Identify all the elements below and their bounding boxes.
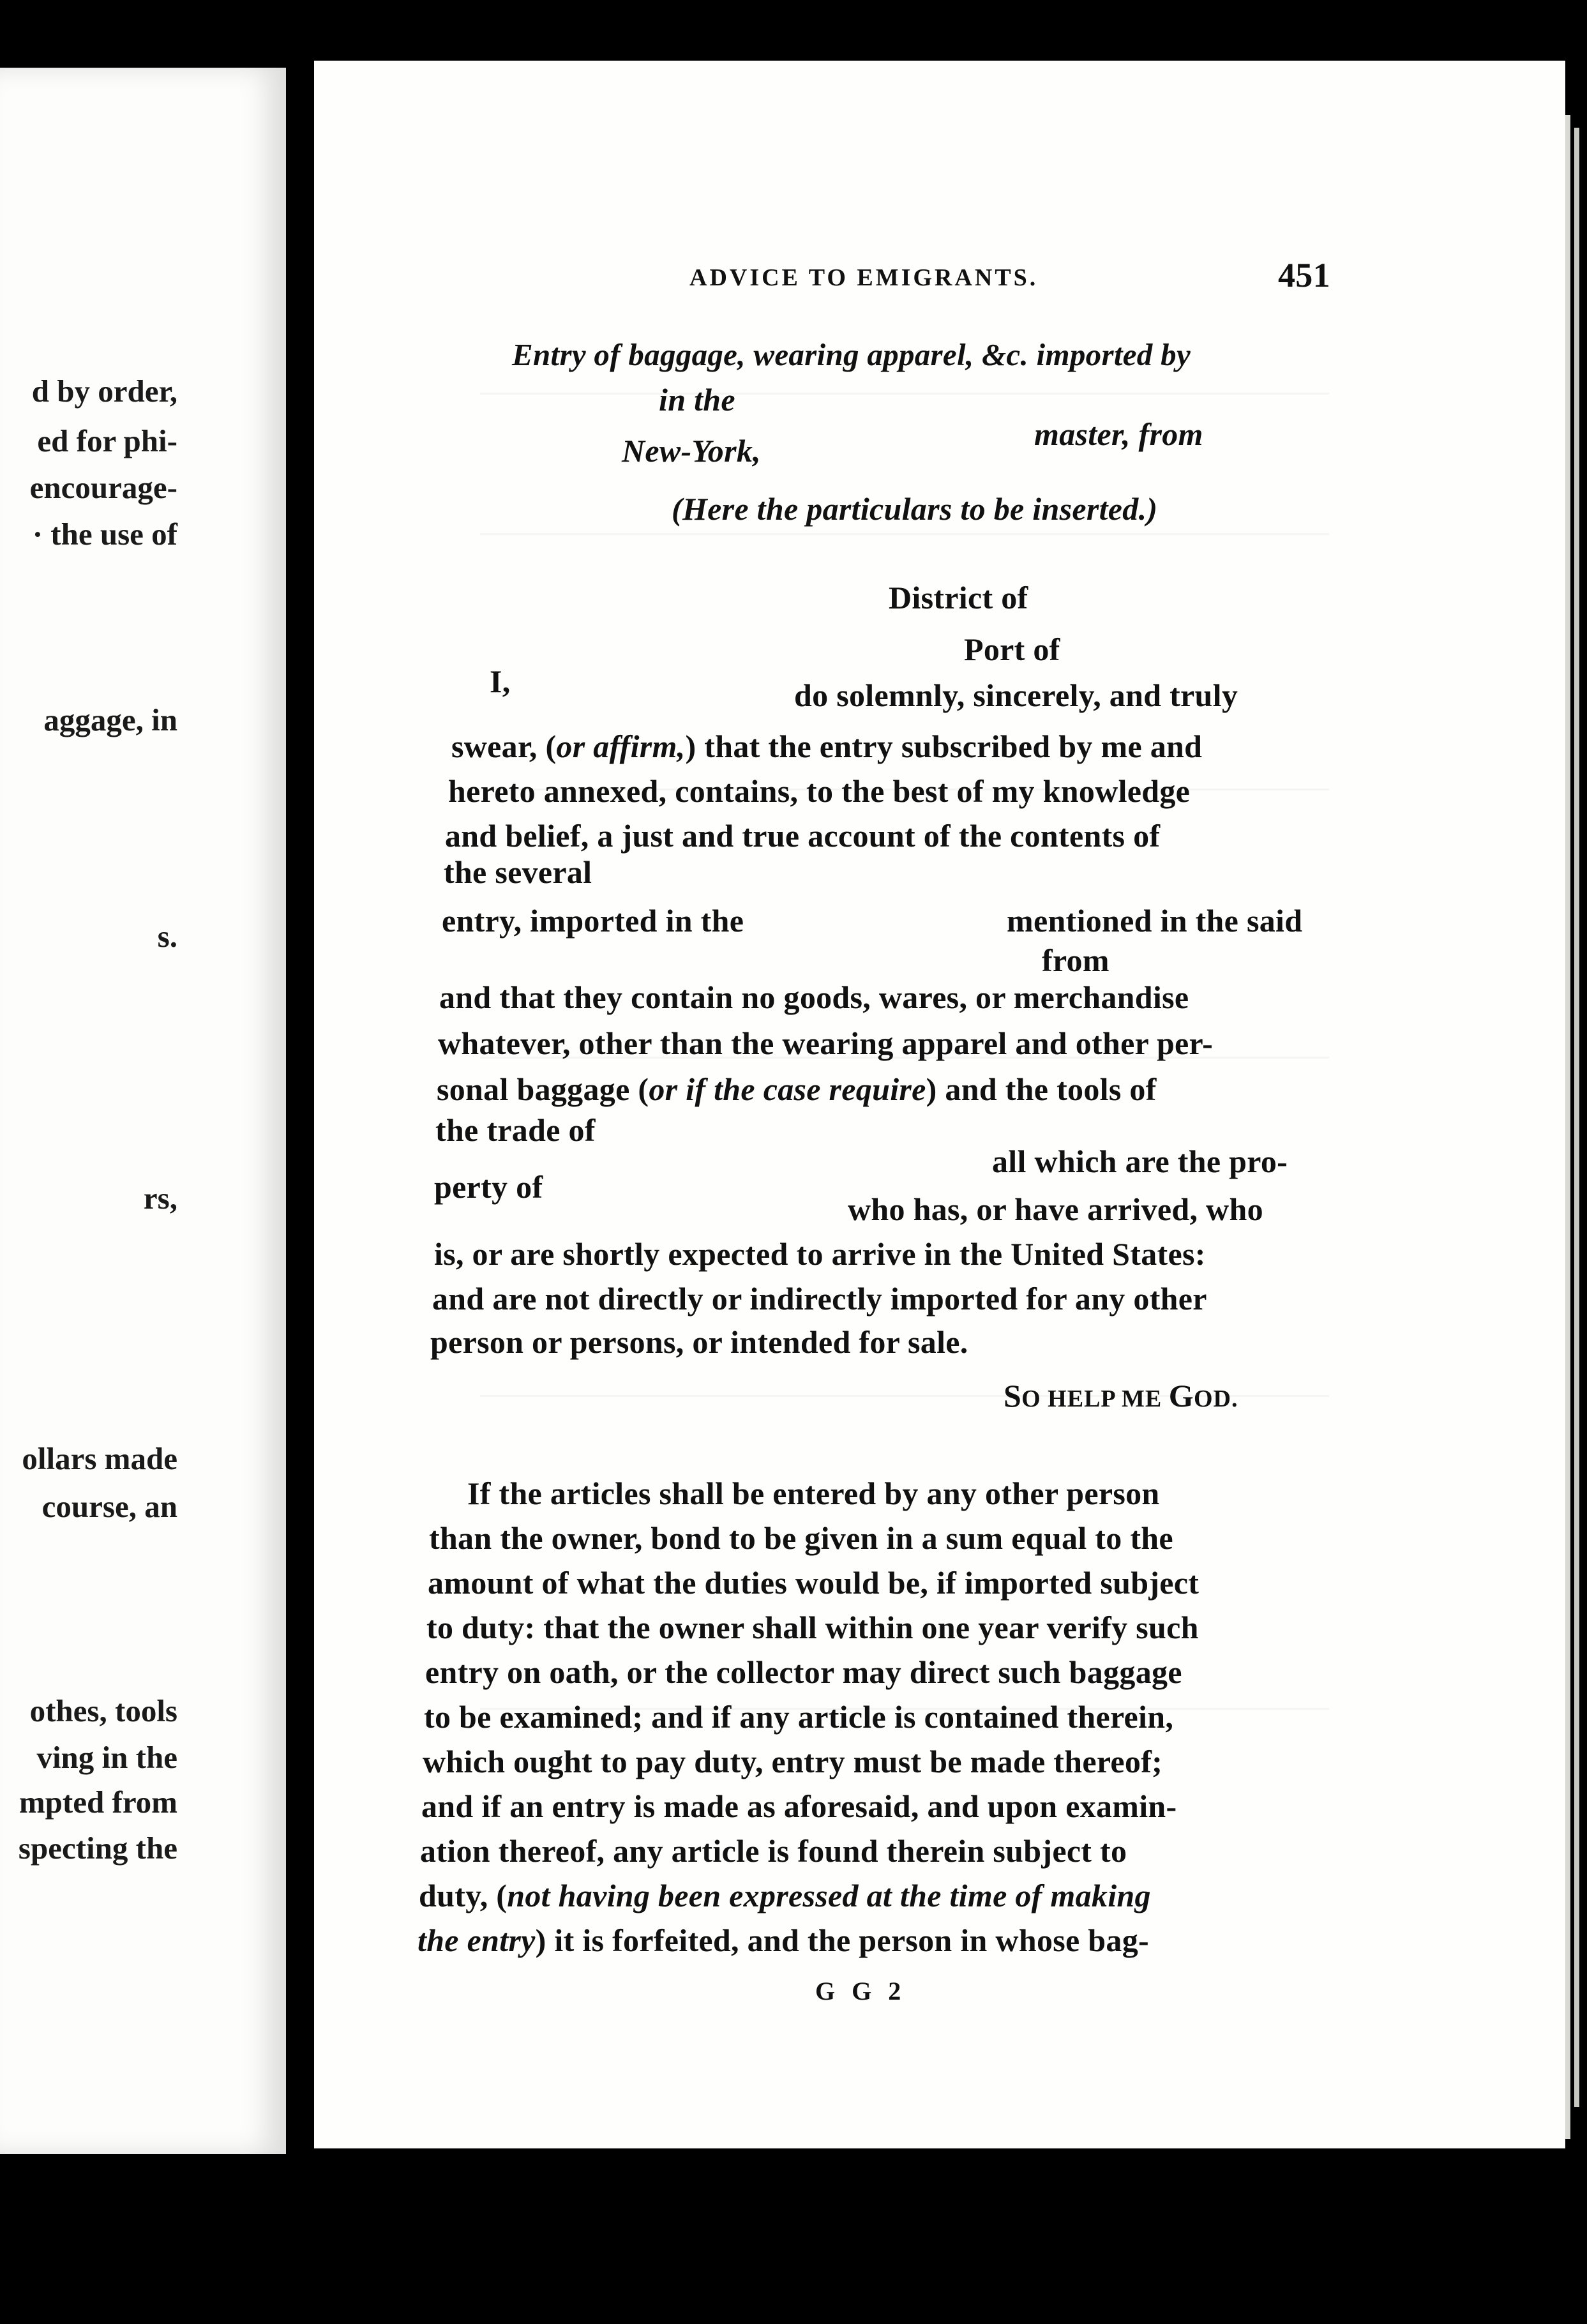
oath-line: is, or are shortly expected to arrive in the United States:: [434, 1236, 1206, 1272]
paragraph-line: ation thereof, any article is found therein subject to: [420, 1833, 1127, 1869]
left-fragment: encourage-: [29, 470, 177, 505]
oath-text: ) that the entry subscribed by me and: [685, 728, 1203, 764]
page-edge: [1574, 128, 1579, 2107]
book-gutter: [286, 0, 314, 2324]
paragraph-line: [417, 1922, 1149, 1959]
left-fragment: ed for phi-: [37, 423, 177, 458]
paragraph-line: to duty: that the owner shall within one year verify such: [426, 1610, 1199, 1645]
left-fragment: s.: [157, 919, 177, 954]
oath-line: I,: [490, 663, 511, 699]
paragraph-line: which ought to pay duty, entry must be made thereof;: [423, 1744, 1163, 1779]
paragraph-text: duty, (: [419, 1878, 508, 1913]
closing-formula: [1004, 1377, 1238, 1414]
oath-text: ) and the tools of: [926, 1071, 1157, 1107]
oath-line: [437, 1071, 1157, 1108]
signature-mark: G G 2: [815, 1977, 906, 2005]
page-number: 451: [1278, 256, 1330, 294]
closing-part: G: [1168, 1378, 1194, 1414]
paragraph-italic: the entry: [417, 1922, 536, 1958]
oath-italic: or if the case require: [649, 1071, 926, 1107]
oath-line: and are not directly or indirectly imported for any other: [432, 1281, 1207, 1317]
paragraph-line: than the owner, bond to be given in a sum equal to the: [429, 1520, 1173, 1556]
closing-part: S: [1004, 1378, 1022, 1414]
oath-line: hereto annexed, contains, to the best of my knowledge: [448, 773, 1191, 809]
show-through-line: [480, 393, 1329, 395]
paragraph-line: entry on oath, or the collector may direct such baggage: [425, 1654, 1182, 1690]
oath-text: sonal baggage (: [437, 1071, 649, 1107]
oath-line: from: [1042, 942, 1109, 978]
oath-line: [451, 728, 1202, 765]
entry-heading-line: New-York,: [622, 433, 761, 469]
left-fragment: course, an: [41, 1489, 177, 1524]
paragraph-line: and if an entry is made as aforesaid, and upon examin-: [421, 1788, 1177, 1824]
oath-line: whatever, other than the wearing apparel and other per-: [438, 1025, 1214, 1061]
running-head: ADVICE TO EMIGRANTS.: [689, 264, 1039, 291]
oath-line: the trade of: [435, 1112, 596, 1148]
left-fragment: rs,: [143, 1181, 177, 1216]
page-edge: [1565, 115, 1570, 2139]
left-fragment: aggage, in: [43, 702, 177, 737]
paragraph-line: to be examined; and if any article is contained therein,: [424, 1699, 1174, 1735]
district-label: District of: [889, 580, 1028, 615]
oath-line: perty of: [434, 1169, 543, 1205]
oath-line: and that they contain no goods, wares, or merchandise: [439, 979, 1189, 1015]
oath-line: who has, or have arrived, who: [848, 1191, 1263, 1227]
oath-line: do solemnly, sincerely, and truly: [794, 677, 1238, 713]
paragraph-line: amount of what the duties would be, if imported subject: [428, 1565, 1200, 1601]
closing-part: O: [1021, 1385, 1041, 1412]
left-fragment: othes, tools: [29, 1693, 177, 1728]
left-fragment: ollars made: [22, 1441, 177, 1476]
oath-line: mentioned in the said: [1007, 903, 1303, 939]
left-fragment: ving in the: [36, 1740, 177, 1775]
left-fragment: specting the: [18, 1830, 177, 1866]
oath-line: all which are the pro-: [992, 1143, 1288, 1179]
particulars-note: (Here the particulars to be inserted.): [672, 491, 1158, 527]
left-fragment: mpted from: [19, 1784, 177, 1820]
oath-line: person or persons, or intended for sale.: [430, 1324, 968, 1360]
left-fragment: d by order,: [31, 374, 177, 409]
left-fragment: · the use of: [32, 517, 177, 552]
oath-line: entry, imported in the: [442, 903, 744, 939]
left-facing-page: [0, 68, 286, 2154]
entry-heading-line: in the: [659, 382, 735, 418]
oath-italic: or affirm,: [556, 728, 686, 764]
paragraph-text: ) it is forfeited, and the person in whose bag-: [535, 1922, 1149, 1958]
oath-text: swear, (: [451, 728, 557, 764]
entry-heading-line: master, from: [1034, 416, 1203, 452]
closing-part: OD.: [1193, 1385, 1238, 1412]
paragraph-italic: not having been expressed at the time of making: [507, 1878, 1151, 1913]
entry-heading-line: Entry of baggage, wearing apparel, &c. imported by: [512, 337, 1191, 372]
show-through-line: [480, 533, 1329, 535]
paragraph-line: [419, 1877, 1151, 1914]
right-page: [314, 61, 1565, 2148]
paragraph-line: If the articles shall be entered by any other person: [467, 1475, 1160, 1511]
oath-line: the several: [444, 854, 592, 890]
oath-line: and belief, a just and true account of the contents of: [445, 818, 1161, 854]
port-label: Port of: [964, 631, 1060, 667]
closing-part: HELP ME: [1041, 1385, 1169, 1412]
